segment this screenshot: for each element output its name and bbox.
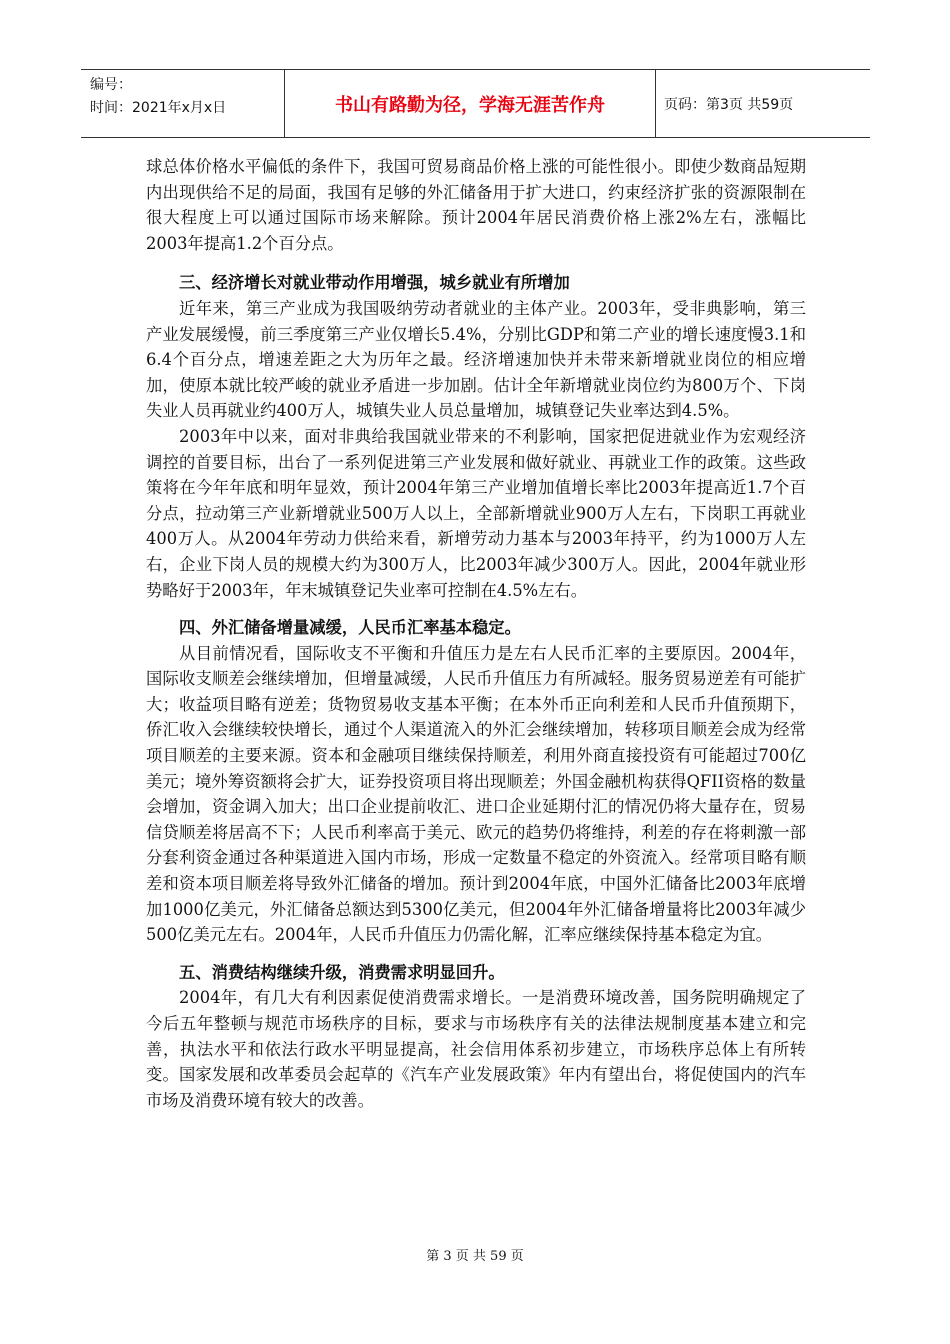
body-paragraph: 从目前情况看，国际收支不平衡和升值压力是左右人民币汇率的主要原因。2004年，国际收支顺差会继续增加，但增量减缓，人民币升值压力有所减轻。服务贸易逆差有可能扩大；收益项目略有逆差；货物贸易收支基本平衡；在本外币正向利差和人民币升值预期下，侨汇收入会继续较快增长，通过个人渠道流入的外汇会继续增加，转移项目顺差会成为经常项目顺差的主要来源。资本和金融项目继续保持顺差，利用外商直接投资有可能超过700亿美元；境外筹资额将会扩大，证券投资项目将出现顺差；外国金融机构获得QFII资格的数量会增加，资金调入加大；出口企业提前收汇、进口企业延期付汇的情况仍将大量存在，贸易信贷顺差将居高不下；人民币利率高于美元、欧元的趋势仍将维持，利差的存在将刺激一部分套利资金通过各种渠道进入国内市场，形成一定数量不稳定的外资流入。经常项目略有顺差和资本项目顺差将导致外汇储备的增加。预计到2004年底，中国外汇储备比2003年底增加1000亿美元，外汇储备总额达到5300亿美元，但2004年外汇储备增量将比2003年减少500亿美元左右。2004年，人民币升值压力仍需化解，汇率应继续保持基本稳定为宜。 <box>146 643 806 945</box>
section-heading: 五、消费结构继续升级，消费需求明显回升。 <box>179 962 505 982</box>
document-number-label: 编号： <box>90 77 132 93</box>
body-paragraph: 球总体价格水平偏低的条件下，我国可贸易商品价格上涨的可能性很小。即使少数商品短期内出现供给不足的局面，我国有足够的外汇储备用于扩大进口，约束经济扩张的资源限制在很大程度上可以通过国际市场来解除。预计2004年居民消费价格上涨2%左右，涨幅比2003年提高1.2个百分点。 <box>146 157 806 253</box>
page-footer: 第 3 页 共 59 页 <box>426 1249 524 1264</box>
document-date-label: 时间：2021年x月x日 <box>90 100 227 116</box>
section-heading: 三、经济增长对就业带动作用增强，城乡就业有所增加 <box>179 273 570 293</box>
header-page-number: 页码：第3页 共59页 <box>664 96 794 113</box>
header-meta <box>81 70 284 137</box>
header-motto: 书山有路勤为径，学海无涯苦作舟 <box>284 70 656 137</box>
document-body <box>146 154 806 1113</box>
body-paragraph: 2003年中以来，面对非典给我国就业带来的不利影响，国家把促进就业作为宏观经济调控的首要目标，出台了一系列促进第三产业发展和做好就业、再就业工作的政策。这些政策将在今年年底和明年显效，预计2004年第三产业增加值增长率比2003年提高近1.7个百分点，拉动第三产业新增就业500万人以上，全部新增就业900万人左右，下岗职工再就业400万人。从2004年劳动力供给来看，新增劳动力基本与2003年持平，约为1000万人左右，企业下岗人员的规模大约为300万人，比2003年减少300万人。因此，2004年就业形势略好于2003年，年末城镇登记失业率可控制在4.5%左右。 <box>146 426 806 600</box>
body-paragraph: 2004年，有几大有利因素促使消费需求增长。一是消费环境改善，国务院明确规定了今后五年整顿与规范市场秩序的目标，要求与市场秩序有关的法律法规制度基本建立和完善，执法水平和依法行政水平明显提高，社会信用体系初步建立，市场秩序总体上有所转变。国家发展和改革委员会起草的《汽车产业发展政策》年内有望出台，将促使国内的汽车市场及消费环境有较大的改善。 <box>146 988 806 1110</box>
section-heading: 四、外汇储备增量减缓，人民币汇率基本稳定。 <box>179 618 521 638</box>
page-header <box>81 69 870 138</box>
body-paragraph: 近年来，第三产业成为我国吸纳劳动者就业的主体产业。2003年，受非典影响，第三产业发展缓慢，前三季度第三产业仅增长5.4%，分别比GDP和第二产业的增长速度慢3.1和6.4个百分点，增速差距之大为历年之最。经济增速加快并未带来新增就业岗位的相应增加，使原本就比较严峻的就业矛盾进一步加剧。估计全年新增就业岗位约为800万个、下岗失业人员再就业约400万人，城镇失业人员总量增加，城镇登记失业率达到4.5%。 <box>146 298 806 421</box>
